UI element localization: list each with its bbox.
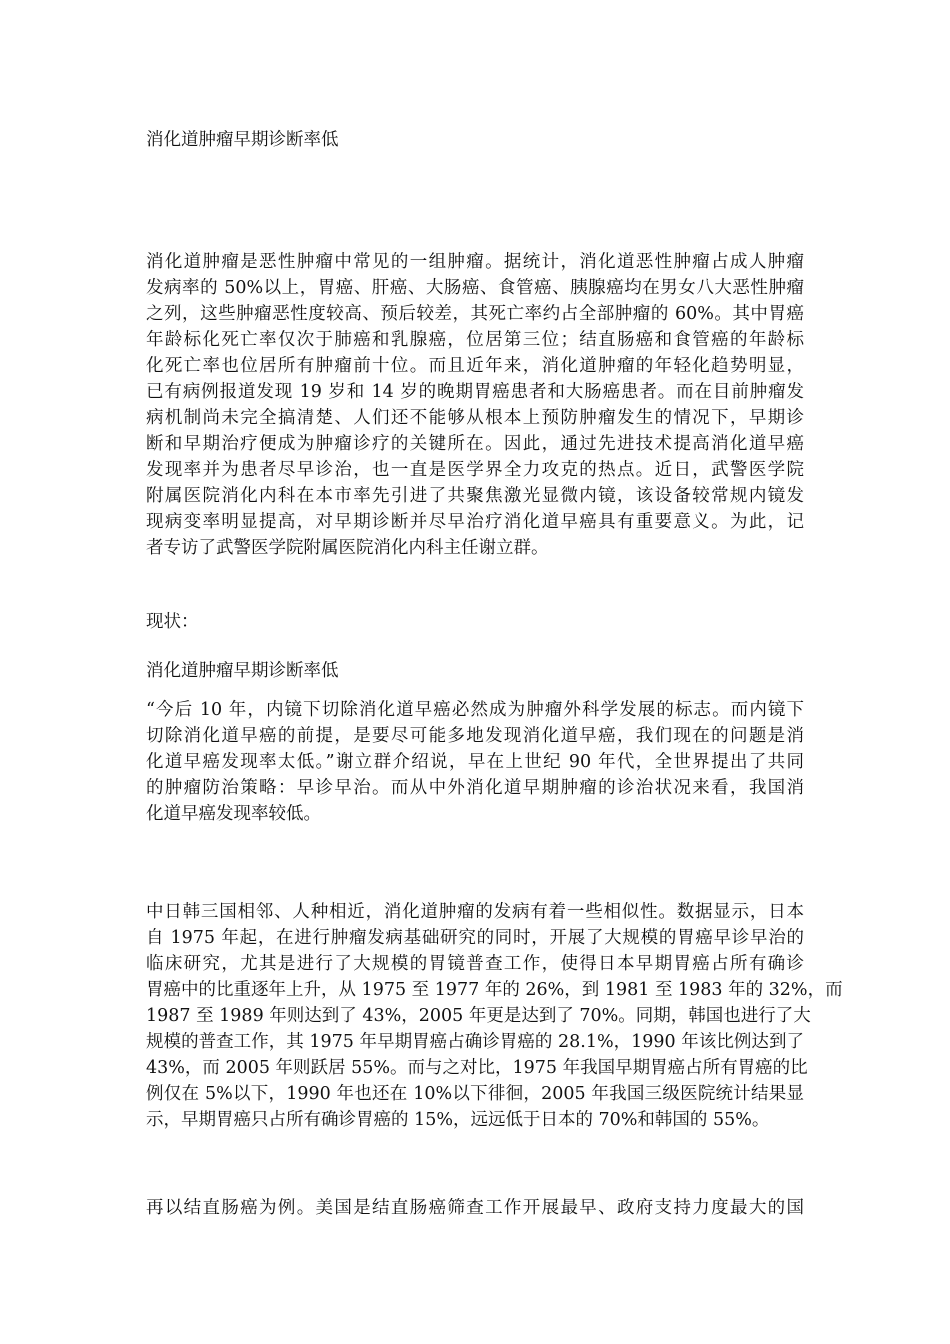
intro-line: 发现率并为患者尽早诊治，也一直是医学界全力攻克的热点。近日，武警医学院 xyxy=(146,460,804,480)
comparison-line: 临床研究，尤其是进行了大规模的胃镜普查工作，使得日本早期胃癌占所有确诊 xyxy=(146,954,804,974)
quote-line: 化道早癌发现率太低。”谢立群介绍说，早在上世纪 90 年代，全世界提出了共同 xyxy=(146,752,804,772)
section-label: 现状： xyxy=(146,612,199,632)
intro-line: 病机制尚未完全搞清楚、人们还不能够从根本上预防肿瘤发生的情况下，早期诊 xyxy=(146,408,804,428)
intro-line: 化死亡率也位居所有肿瘤前十位。而且近年来，消化道肿瘤的年轻化趋势明显， xyxy=(146,356,804,376)
intro-line: 之列，这些肿瘤恶性度较高、预后较差，其死亡率约占全部肿瘤的 60%。其中胃癌 xyxy=(146,304,804,324)
intro-line: 断和早期治疗便成为肿瘤诊疗的关键所在。因此，通过先进技术提高消化道早癌 xyxy=(146,434,804,454)
intro-line: 者专访了武警医学院附属医院消化内科主任谢立群。 xyxy=(146,538,549,558)
intro-line: 现病变率明显提高，对早期诊断并尽早治疗消化道早癌具有重要意义。为此，记 xyxy=(146,512,804,532)
comparison-line: 1987 至 1989 年则达到了 43%，2005 年更是达到了 70%。同期，韩国也进行了大 xyxy=(146,1006,811,1026)
intro-line: 附属医院消化内科在本市率先引进了共聚焦激光显微内镜，该设备较常规内镜发 xyxy=(146,486,804,506)
comparison-line: 例仅在 5%以下，1990 年也还在 10%以下徘徊，2005 年我国三级医院统计结果显 xyxy=(146,1084,804,1104)
quote-line: 化道早癌发现率较低。 xyxy=(146,804,321,824)
intro-line: 消化道肿瘤是恶性肿瘤中常见的一组肿瘤。据统计，消化道恶性肿瘤占成人肿瘤 xyxy=(146,252,804,272)
comparison-line: 43%，而 2005 年则跃居 55%。而与之对比，1975 年我国早期胃癌占所有胃癌的比 xyxy=(146,1058,808,1078)
intro-line: 已有病例报道发现 19 岁和 14 岁的晚期胃癌患者和大肠癌患者。而在目前肿瘤发 xyxy=(146,382,804,402)
comparison-line: 胃癌中的比重逐年上升，从 1975 至 1977 年的 26%，到 1981 至 1983 年的 32%，而 xyxy=(146,980,843,1000)
intro-line: 年龄标化死亡率仅次于肺癌和乳腺癌，位居第三位；结直肠癌和食管癌的年龄标 xyxy=(146,330,804,350)
quote-line: “今后 10 年，内镜下切除消化道早癌必然成为肿瘤外科学发展的标志。而内镜下 xyxy=(146,700,804,720)
closing-line: 再以结直肠癌为例。美国是结直肠癌筛查工作开展最早、政府支持力度最大的国 xyxy=(146,1198,804,1218)
quote-line: 切除消化道早癌的前提，是要尽可能多地发现消化道早癌，我们现在的问题是消 xyxy=(146,726,804,746)
document-title: 消化道肿瘤早期诊断率低 xyxy=(146,130,339,150)
comparison-line: 自 1975 年起，在进行肿瘤发病基础研究的同时，开展了大规模的胃癌早诊早治的 xyxy=(146,928,804,948)
quote-line: 的肿瘤防治策略：早诊早治。而从中外消化道早期肿瘤的诊治状况来看，我国消 xyxy=(146,778,804,798)
section-title: 消化道肿瘤早期诊断率低 xyxy=(146,661,339,681)
intro-line: 发病率的 50%以上，胃癌、肝癌、大肠癌、食管癌、胰腺癌均在男女八大恶性肿瘤 xyxy=(146,278,804,298)
comparison-line: 规模的普查工作，其 1975 年早期胃癌占确诊胃癌的 28.1%，1990 年该比例达到了 xyxy=(146,1032,804,1052)
comparison-line: 中日韩三国相邻、人种相近，消化道肿瘤的发病有着一些相似性。数据显示，日本 xyxy=(146,902,804,922)
comparison-line: 示，早期胃癌只占所有确诊胃癌的 15%，远远低于日本的 70%和韩国的 55%。 xyxy=(146,1110,770,1130)
